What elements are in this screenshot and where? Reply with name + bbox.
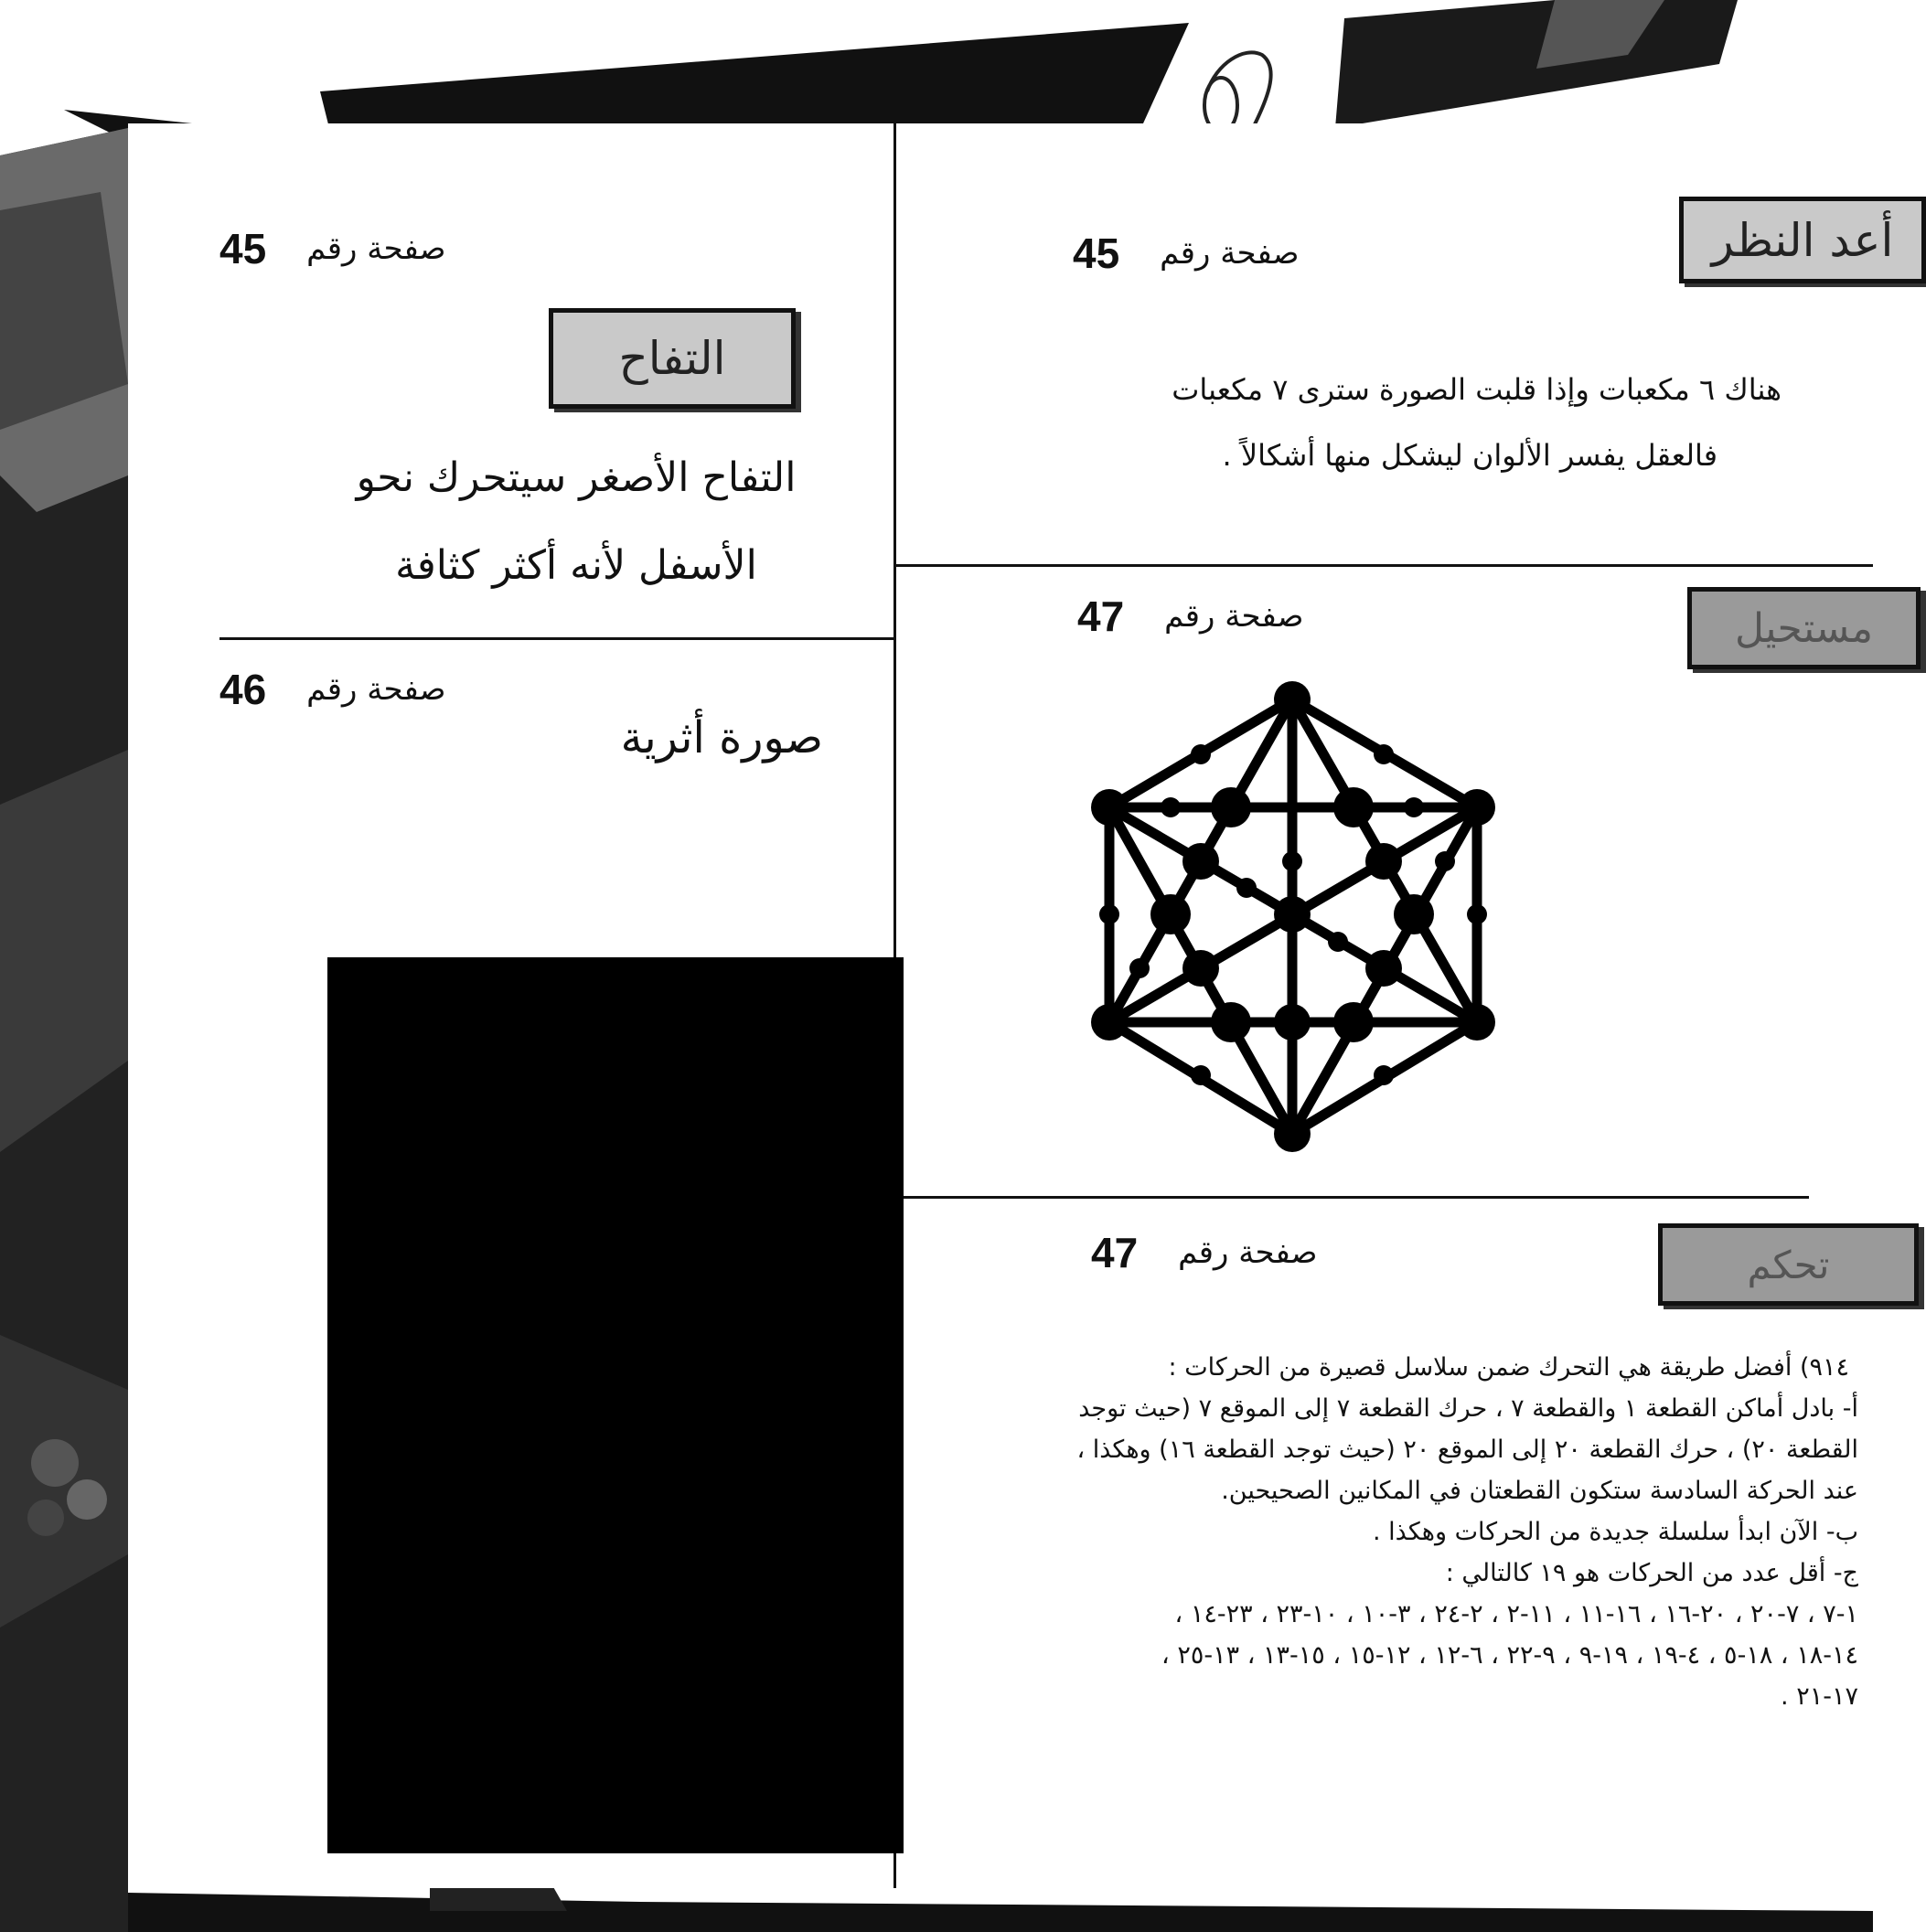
puzzle-badge-text: تحكم: [1747, 1242, 1830, 1287]
impossible-badge-text: مستحيل: [1734, 604, 1874, 652]
page-label: صفحة رقم: [306, 230, 446, 267]
page-label: صفحة رقم: [1160, 235, 1300, 272]
hexagon-star-figure: [1082, 672, 1503, 1166]
impossible-panel: [894, 564, 1873, 1196]
page-label: صفحة رقم: [306, 671, 446, 708]
afterimage-page-ref: [219, 665, 604, 714]
puzzle-solution-text: [916, 1347, 1858, 1717]
afterimage-black-rectangle: [327, 957, 904, 1853]
apples-badge-text: التفاح: [618, 332, 726, 385]
page-label: صفحة رقم: [1164, 598, 1304, 635]
text-line: فالعقل يفسر الألوان ليشكل منها أشكالاً .: [1222, 438, 1717, 473]
apples-badge: [549, 308, 796, 409]
text-line: أ- بادل أماكن القطعة ١ والقطعة ٧ ، حرك القطعة ٧ إلى الموقع ٧ (حيث توجد: [1078, 1394, 1858, 1423]
page-number: 45: [219, 225, 267, 272]
look-again-panel: [894, 123, 1894, 564]
text-line: ١-٧ ، ٧-٢٠ ، ٢٠-١٦ ، ١٦-١١ ، ١١-٢ ، ٢-٢٤ ، ٣-١٠ ، ١٠-٢٣ ، ٢٣-١٤ ،: [1174, 1600, 1858, 1628]
text-line: عند الحركة السادسة ستكون القطعتان في المكانين الصحيحين.: [1221, 1477, 1858, 1505]
text-line: الأسفل لأنه أكثر كثافة: [395, 542, 757, 589]
page-number: 46: [219, 666, 267, 713]
text-line: ج- أقل عدد من الحركات هو ١٩ كالتالي :: [1445, 1559, 1858, 1587]
text-line: ١٧-٢١ .: [1781, 1682, 1858, 1711]
impossible-page-ref: [1077, 592, 1304, 641]
page-number: 47: [1077, 592, 1125, 640]
page-number: 45: [1073, 229, 1120, 277]
page-label: صفحة رقم: [1178, 1234, 1318, 1271]
look-again-text: [1032, 357, 1782, 488]
apples-page-ref: [219, 224, 594, 273]
page-number: 47: [1091, 1229, 1139, 1276]
impossible-badge: [1687, 587, 1921, 669]
puzzle-page-ref: [1091, 1228, 1318, 1277]
answer-page: [128, 123, 1894, 1888]
look-again-badge-text: أعد النظر: [1711, 213, 1894, 267]
apples-panel: [219, 123, 893, 637]
look-again-badge: [1679, 197, 1926, 283]
text-line: ٩١٤) أفضل طريقة هي التحرك ضمن سلاسل قصيرة من الحركات :: [1168, 1353, 1849, 1382]
puzzle-badge: [1658, 1223, 1919, 1306]
text-line: التفاح الأصغر سيتحرك نحو: [356, 454, 797, 501]
text-line: القطعة ٢٠) ، حرك القطعة ٢٠ إلى الموقع ٢٠ (حيث توجد القطعة ١٦) وهكذا ،: [1076, 1436, 1858, 1464]
apples-text: [329, 434, 823, 610]
look-again-page-ref: [1073, 229, 1300, 278]
afterimage-title: صورة أثرية: [620, 712, 823, 763]
text-line: ب- الآن ابدأ سلسلة جديدة من الحركات وهكذا .: [1372, 1518, 1858, 1546]
text-line: هناك ٦ مكعبات وإذا قلبت الصورة سترى ٧ مكعبات: [1172, 372, 1782, 407]
text-line: ١٤-١٨ ، ١٨-٥ ، ٤-١٩ ، ١٩-٩ ، ٩-٢٢ ، ٦-١٢ ، ١٢-١٥ ، ١٥-١٣ ، ١٣-٢٥ ،: [1161, 1641, 1858, 1670]
afterimage-panel: [219, 637, 893, 1888]
puzzle-panel: [894, 1196, 1873, 1888]
